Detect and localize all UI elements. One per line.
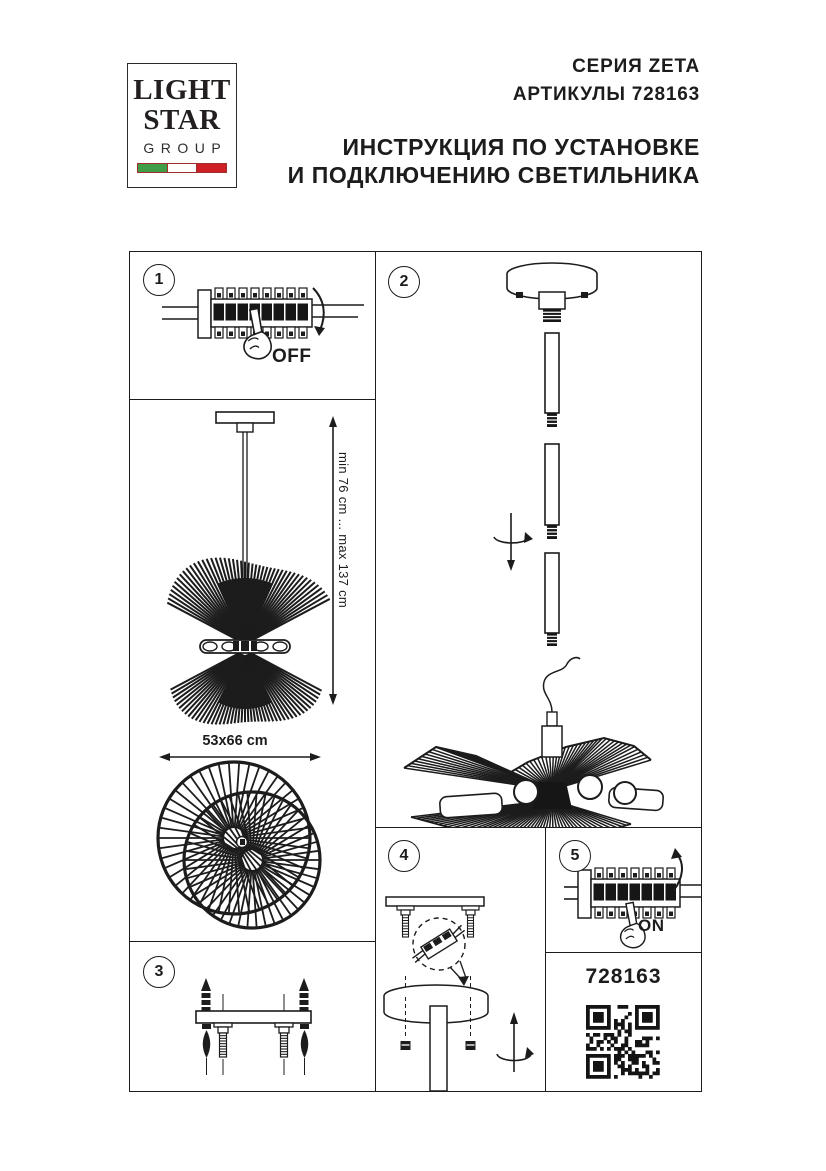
- panel-step-4: [376, 828, 546, 1091]
- wire-and-socket: [542, 658, 580, 757]
- width-dimension-arrow: [159, 753, 321, 761]
- rod-assembly-illustration: [376, 252, 701, 828]
- flag-green-stripe: [138, 164, 167, 172]
- ceiling-plate: [216, 412, 274, 580]
- shade-front-view: [167, 558, 329, 725]
- mounting-bracket-bar: [196, 1011, 311, 1023]
- step-1-badge: 1: [143, 264, 175, 296]
- shade-top-view: [158, 762, 320, 928]
- step-5-badge: 5: [559, 840, 591, 872]
- on-label: ON: [638, 916, 665, 935]
- circuit-breaker-icon: [162, 288, 364, 338]
- off-label: OFF: [272, 346, 312, 367]
- shade-side-view: [404, 738, 664, 828]
- panel-step-2: [376, 252, 701, 828]
- curved-arrow-down-icon: [313, 288, 325, 336]
- page-title: [288, 134, 700, 189]
- panel-step-3: [130, 942, 376, 1091]
- step-3-badge: 3: [143, 956, 175, 988]
- ceiling-canopy: [507, 263, 597, 322]
- wall-anchor-icon: [201, 978, 309, 1011]
- panel-lamp-dimensions: [130, 400, 376, 942]
- flag-red-stripe: [197, 164, 226, 172]
- height-range-label: min 76 cm ... max 137 cm: [336, 452, 351, 609]
- qr-code-illustration: [546, 953, 701, 1091]
- wiring-detail-balloon: [410, 918, 469, 986]
- panel-article-qr: [546, 953, 701, 1091]
- article-number: АРТИКУЛЫ 728163: [512, 84, 700, 105]
- article-number-footer: 728163: [585, 965, 662, 988]
- panel-step-1: [130, 252, 376, 400]
- logo-word-star: STAR: [143, 104, 221, 136]
- header: [288, 53, 700, 189]
- italian-flag-icon: [137, 163, 227, 173]
- lamp-holder-left: [439, 793, 502, 818]
- qr-code-icon: [586, 1005, 660, 1079]
- rotation-arrow-icon: [494, 513, 533, 571]
- panel-step-5: [546, 828, 701, 953]
- bulb-icon: [614, 782, 636, 804]
- lightstar-logo: [127, 63, 237, 188]
- mounting-bracket-bar: [386, 897, 484, 906]
- bulb-icon: [578, 775, 602, 799]
- steps-grid: [129, 251, 702, 1092]
- page-title-line2: И ПОДКЛЮЧЕНИЮ СВЕТИЛЬНИКА: [287, 161, 700, 188]
- rotation-arrow-icon: [497, 1012, 534, 1072]
- logo-word-group: GROUP: [143, 140, 228, 156]
- logo-word-light: LIGHT: [133, 74, 231, 106]
- machine-screw-icon: [214, 1023, 293, 1057]
- page-title-line1: ИНСТРУКЦИЯ ПО УСТАНОВКЕ: [342, 134, 700, 160]
- rod-section: [545, 333, 559, 646]
- step-2-badge: 2: [388, 266, 420, 298]
- width-label: 53x66 cm: [202, 733, 268, 749]
- flag-white-stripe: [167, 164, 198, 172]
- step-4-badge: 4: [388, 840, 420, 872]
- ceiling-canopy: [384, 976, 488, 1091]
- bulb-icon: [514, 780, 538, 804]
- series-title: СЕРИЯ ZETA: [572, 56, 700, 77]
